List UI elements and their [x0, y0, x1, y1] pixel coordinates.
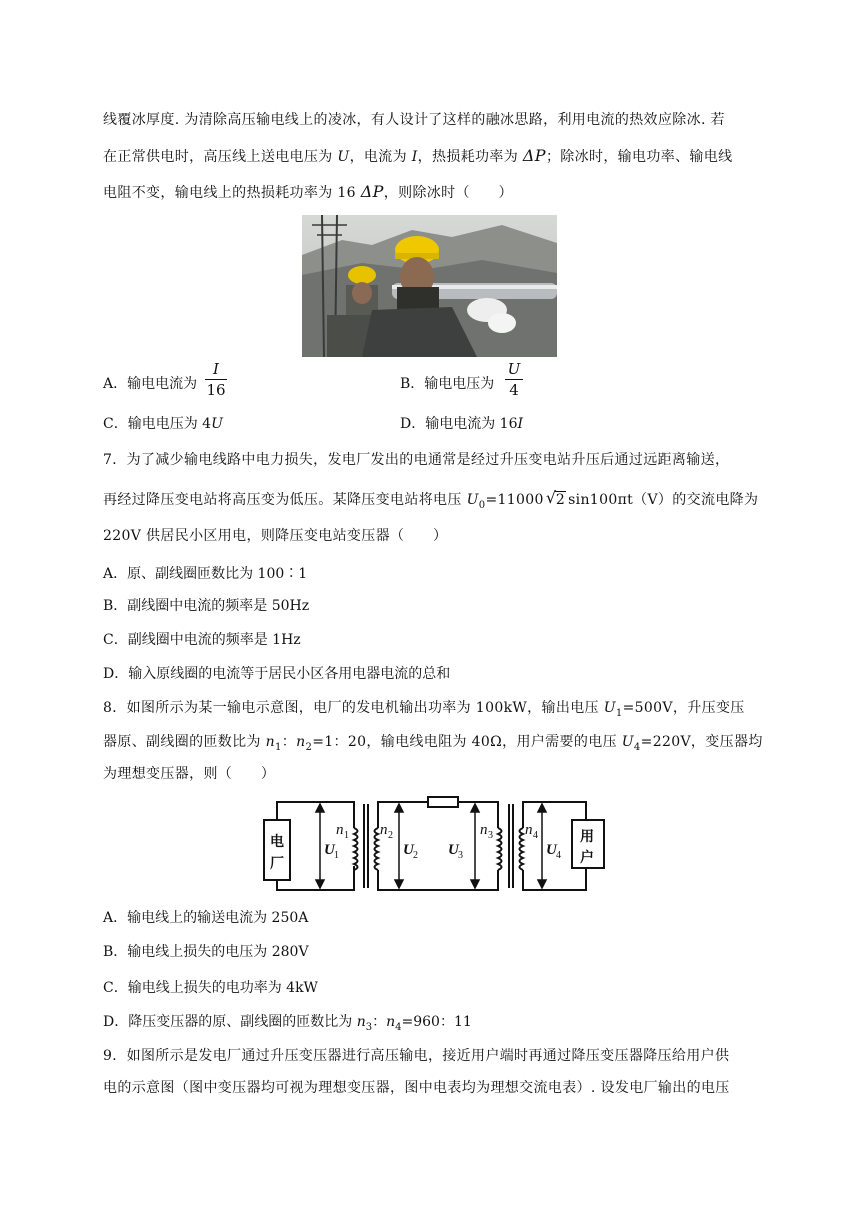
- svg-text:4: 4: [556, 850, 561, 861]
- svg-text:3: 3: [488, 830, 493, 841]
- n2-label: n: [380, 822, 388, 838]
- q6-option-b-fraction: U 4: [505, 360, 523, 399]
- n1-label: n: [336, 822, 344, 838]
- q7-option-c: C．副线圈中电流的频率是 1Hz: [103, 632, 301, 648]
- workers-photo: [302, 215, 557, 357]
- q9-line2: 电的示意图（图中变压器均可视为理想变压器，图中电表均为理想交流电表）. 设发电厂输出的电压: [103, 1080, 730, 1096]
- q6-line3: 电阻不变，输电线上的热损耗功率为 16 ΔP，则除冰时（ ）: [103, 182, 513, 201]
- svg-text:4: 4: [533, 830, 538, 841]
- q8-option-b: B．输电线上损失的电压为 280V: [103, 944, 309, 960]
- q7-line2: 再经过降压变电站将高压变为低压。某降压变电站将电压 $U_0=11000$ √ 2 sin100πt（V）的交流电降为: [103, 488, 759, 511]
- q6-option-a-fraction: I 16: [206, 360, 226, 399]
- q7-line3: 220V 供居民小区用电，则降压变电站变压器（ ）: [103, 528, 448, 544]
- q6-option-d: D．输电电流为 16I: [400, 416, 524, 432]
- n3-label: n: [480, 822, 488, 838]
- svg-text:1: 1: [344, 830, 349, 841]
- q8-option-a: A．输电线上的输送电流为 250A: [103, 910, 309, 926]
- q8-option-d: D．降压变压器的原、副线圈的匝数比为 $n_3$：$n_4=960$：11: [103, 1014, 472, 1033]
- q8-option-c: C．输电线上损失的电功率为 4kW: [103, 980, 318, 996]
- svg-text:2: 2: [388, 830, 393, 841]
- q8-line2: 器原、副线圈的匝数比为 $n_1$：$n_2=1$：20，输电线电阻为 40Ω，用户需要的电压 $U_4=220V$，变压器均: [103, 734, 763, 753]
- q9-line1: 9．如图所示是发电厂通过升压变压器进行高压输电，接近用户端时再通过降压变压器降压给用户供: [103, 1048, 730, 1064]
- plant-label-2: 厂: [270, 856, 284, 872]
- q6-option-b: B．输电电压为: [400, 376, 495, 392]
- q7-option-a: A．原、副线圈匝数比为 100∶1: [103, 566, 308, 582]
- plant-label-1: 电: [270, 834, 284, 850]
- user-label-1: 用: [580, 829, 594, 845]
- u4-label: U: [546, 842, 557, 858]
- q6-option-a: A．输电电流为: [103, 376, 198, 392]
- svg-text:3: 3: [458, 850, 463, 861]
- q8-line3: 为理想变压器，则（ ）: [103, 766, 276, 782]
- q7-line1: 7．为了减少输电线路中电力损失，发电厂发出的电通常是经过升压变电站升压后通过远距离输送，: [103, 452, 730, 468]
- user-label-2: 户: [580, 850, 594, 866]
- q6-option-c: C．输电电压为 4U: [103, 416, 223, 432]
- svg-text:2: 2: [413, 850, 418, 861]
- q6-line1: 线覆冰厚度. 为清除高压输电线上的凌冰，有人设计了这样的融冰思路，利用电流的热效应除冰. 若: [103, 112, 725, 128]
- u1-label: U: [324, 842, 335, 858]
- q6-line2: 在正常供电时，高压线上送电电压为 U，电流为 I，热损耗功率为 ΔP；除冰时，输电功率、输电线: [103, 146, 733, 165]
- n4-label: n: [525, 822, 533, 838]
- q7-option-b: B．副线圈中电流的频率是 50Hz: [103, 598, 310, 614]
- svg-text:1: 1: [334, 850, 339, 861]
- q7-option-d: D．输入原线圈的电流等于居民小区各用电器电流的总和: [103, 666, 451, 682]
- u2-label: U: [403, 842, 414, 858]
- u3-label: U: [448, 842, 459, 858]
- transmission-circuit-diagram: [258, 792, 614, 902]
- q8-line1: 8．如图所示为某一输电示意图，电厂的发电机输出功率为 100kW，输出电压 $U_1=500V$，升压变压: [103, 700, 745, 719]
